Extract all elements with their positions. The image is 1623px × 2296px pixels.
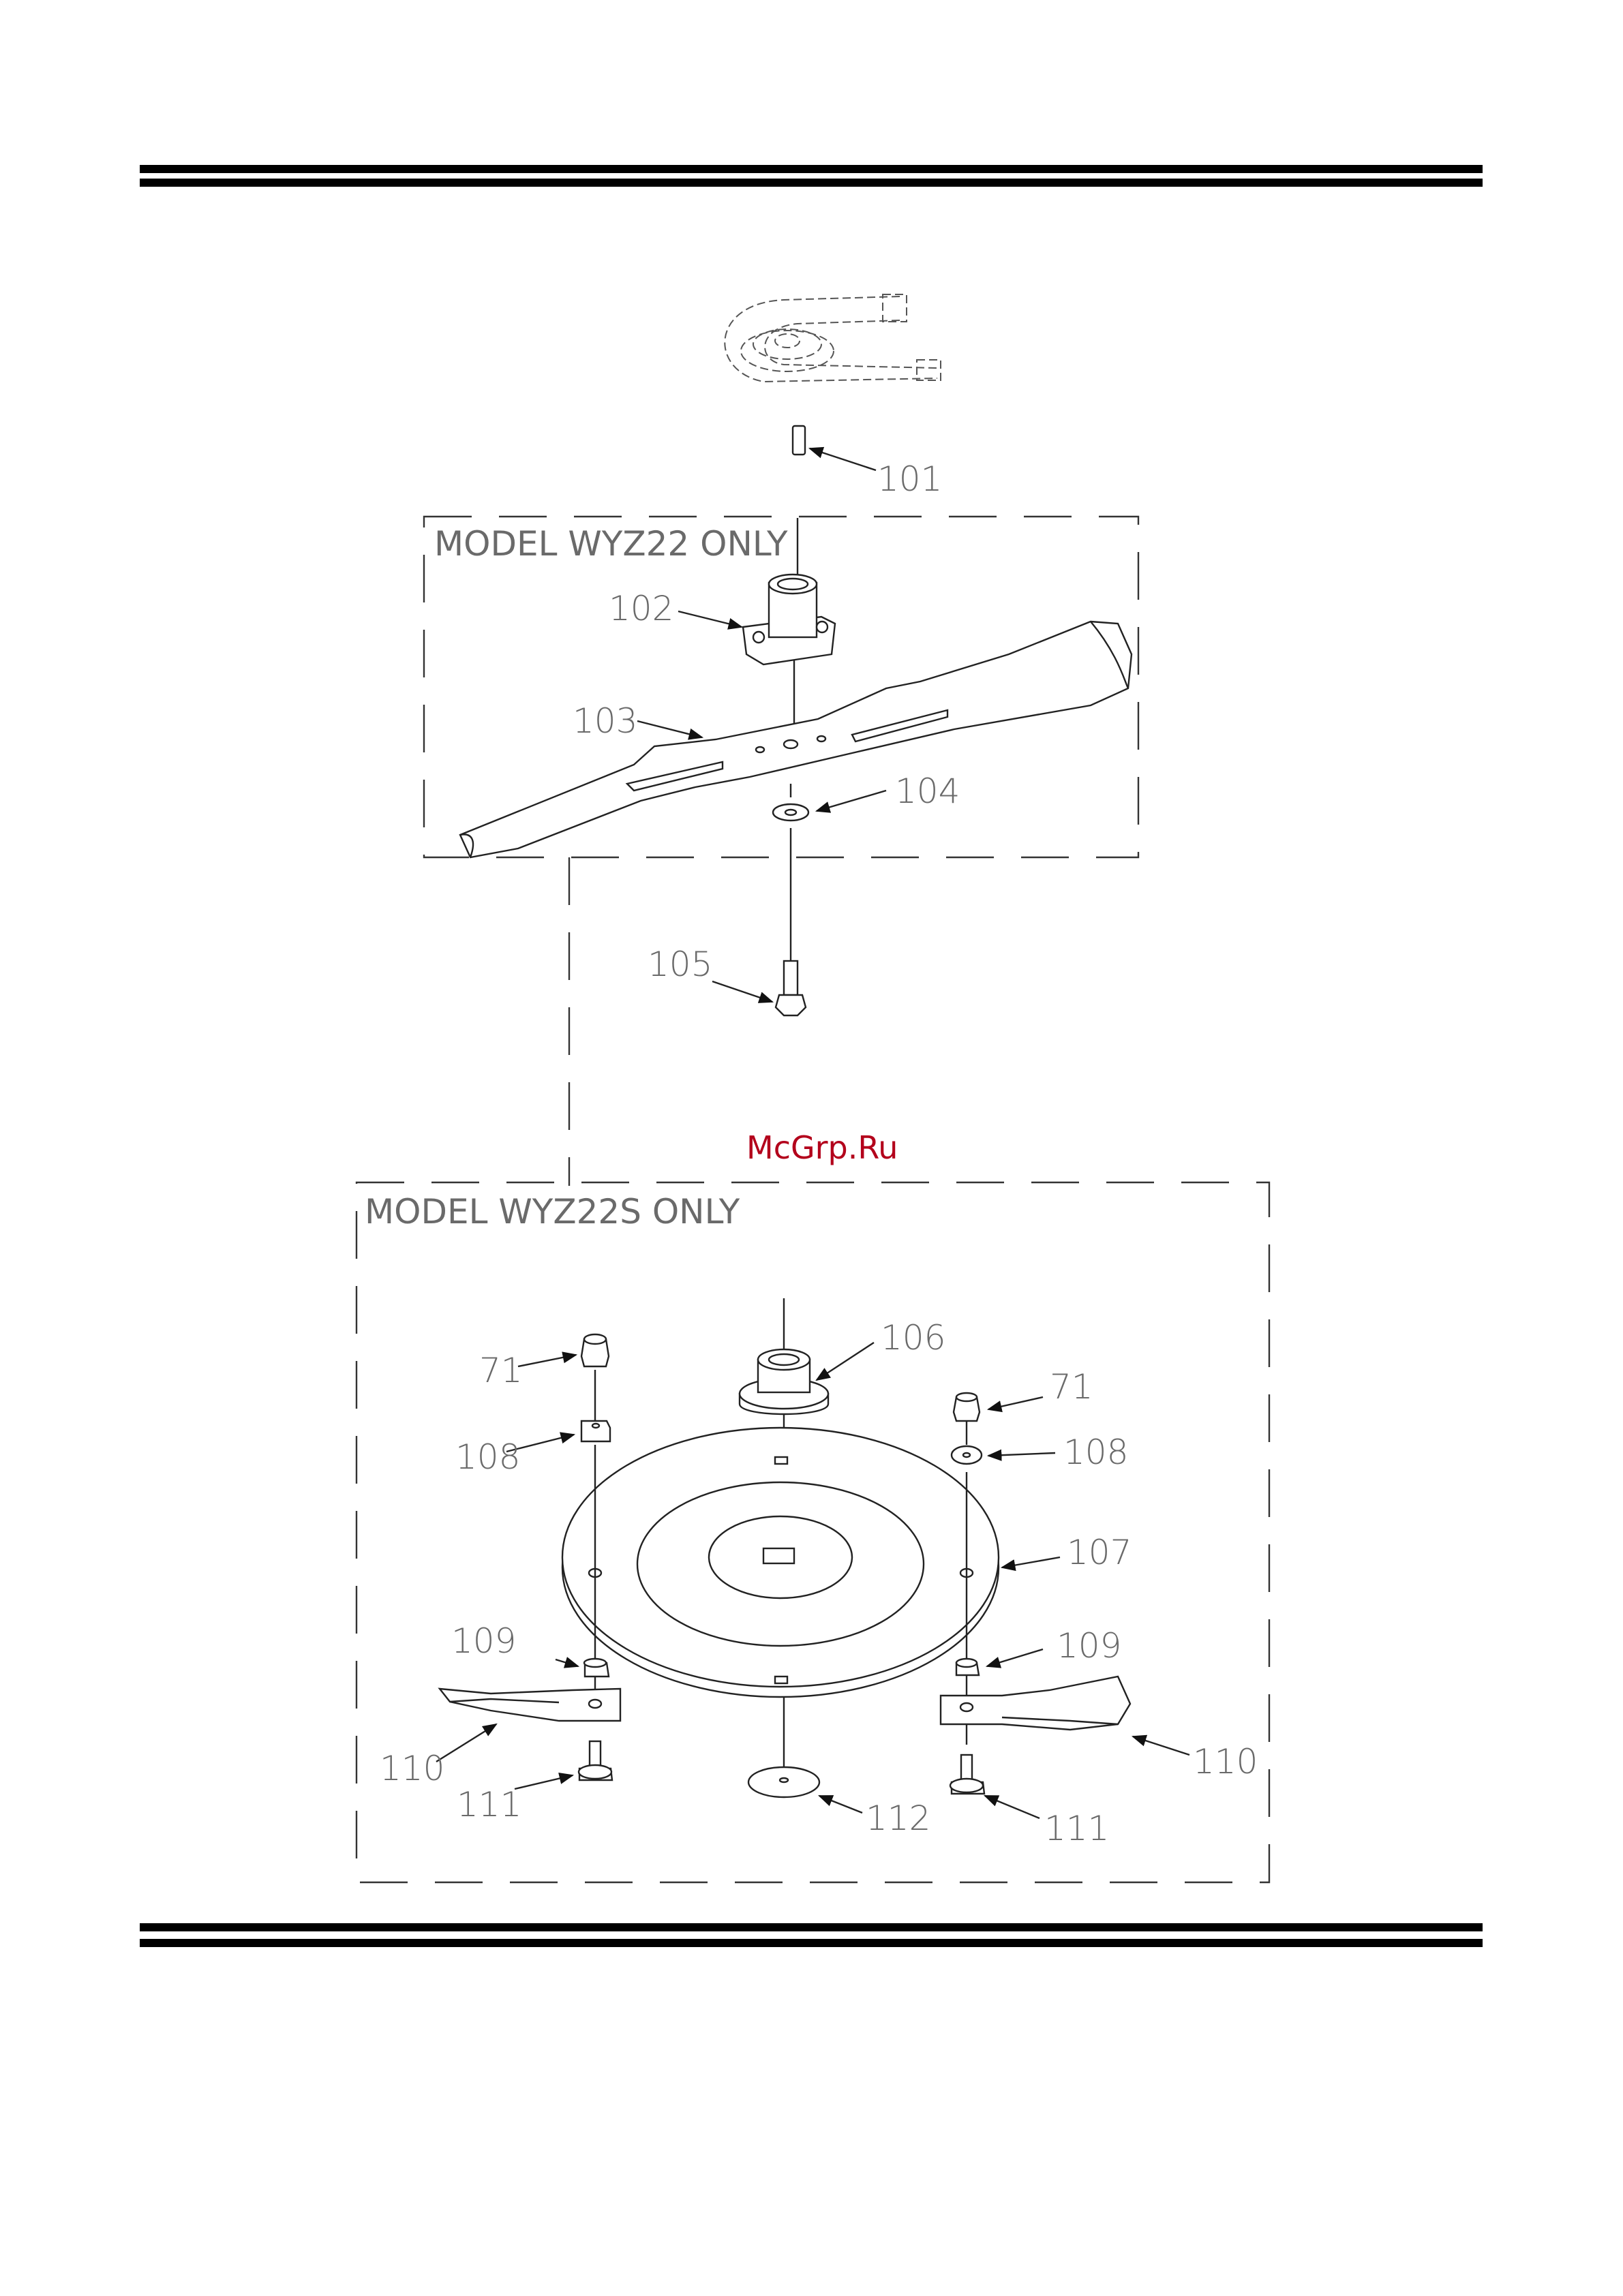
section-title-wyz22: MODEL WYZ22 ONLY [434,524,788,564]
callout-108-left: 108 [455,1437,521,1477]
callout-105: 105 [648,945,713,984]
callout-103: 103 [573,701,638,741]
callout-104: 104 [895,771,960,811]
callout-71-left: 71 [479,1351,523,1390]
washer-104 [773,804,808,821]
callout-109-left: 109 [451,1621,517,1661]
bolt-111-left [579,1741,612,1780]
callout-102: 102 [609,589,674,628]
callout-111-right: 111 [1044,1809,1110,1848]
washer-112 [748,1697,819,1797]
callout-110-left: 110 [380,1749,445,1788]
cutting-disc-107 [562,1414,999,1697]
callout-109-right: 109 [1057,1626,1122,1666]
blade-adapter-102 [743,575,835,664]
callout-108-right: 108 [1063,1433,1129,1472]
hub-106 [740,1298,828,1414]
callout-71-right: 71 [1050,1367,1093,1407]
callout-101: 101 [877,459,943,499]
section-title-wyz22s: MODEL WYZ22S ONLY [365,1192,740,1231]
small-blade-110-left [440,1689,620,1721]
pulley-and-belt-ghost [725,294,941,382]
bottom-double-rule [140,1923,1483,1947]
callout-107: 107 [1067,1533,1132,1572]
watermark-text: McGrp.Ru [746,1129,898,1166]
top-double-rule [140,165,1483,187]
bolt-105 [776,961,806,1015]
callout-112: 112 [866,1798,931,1838]
callout-111-left: 111 [457,1785,522,1824]
bolt-111-right [950,1755,984,1794]
small-blade-110-right [941,1677,1130,1730]
callout-110-right: 110 [1193,1742,1258,1781]
callout-106: 106 [881,1318,946,1358]
key-101 [793,426,805,455]
